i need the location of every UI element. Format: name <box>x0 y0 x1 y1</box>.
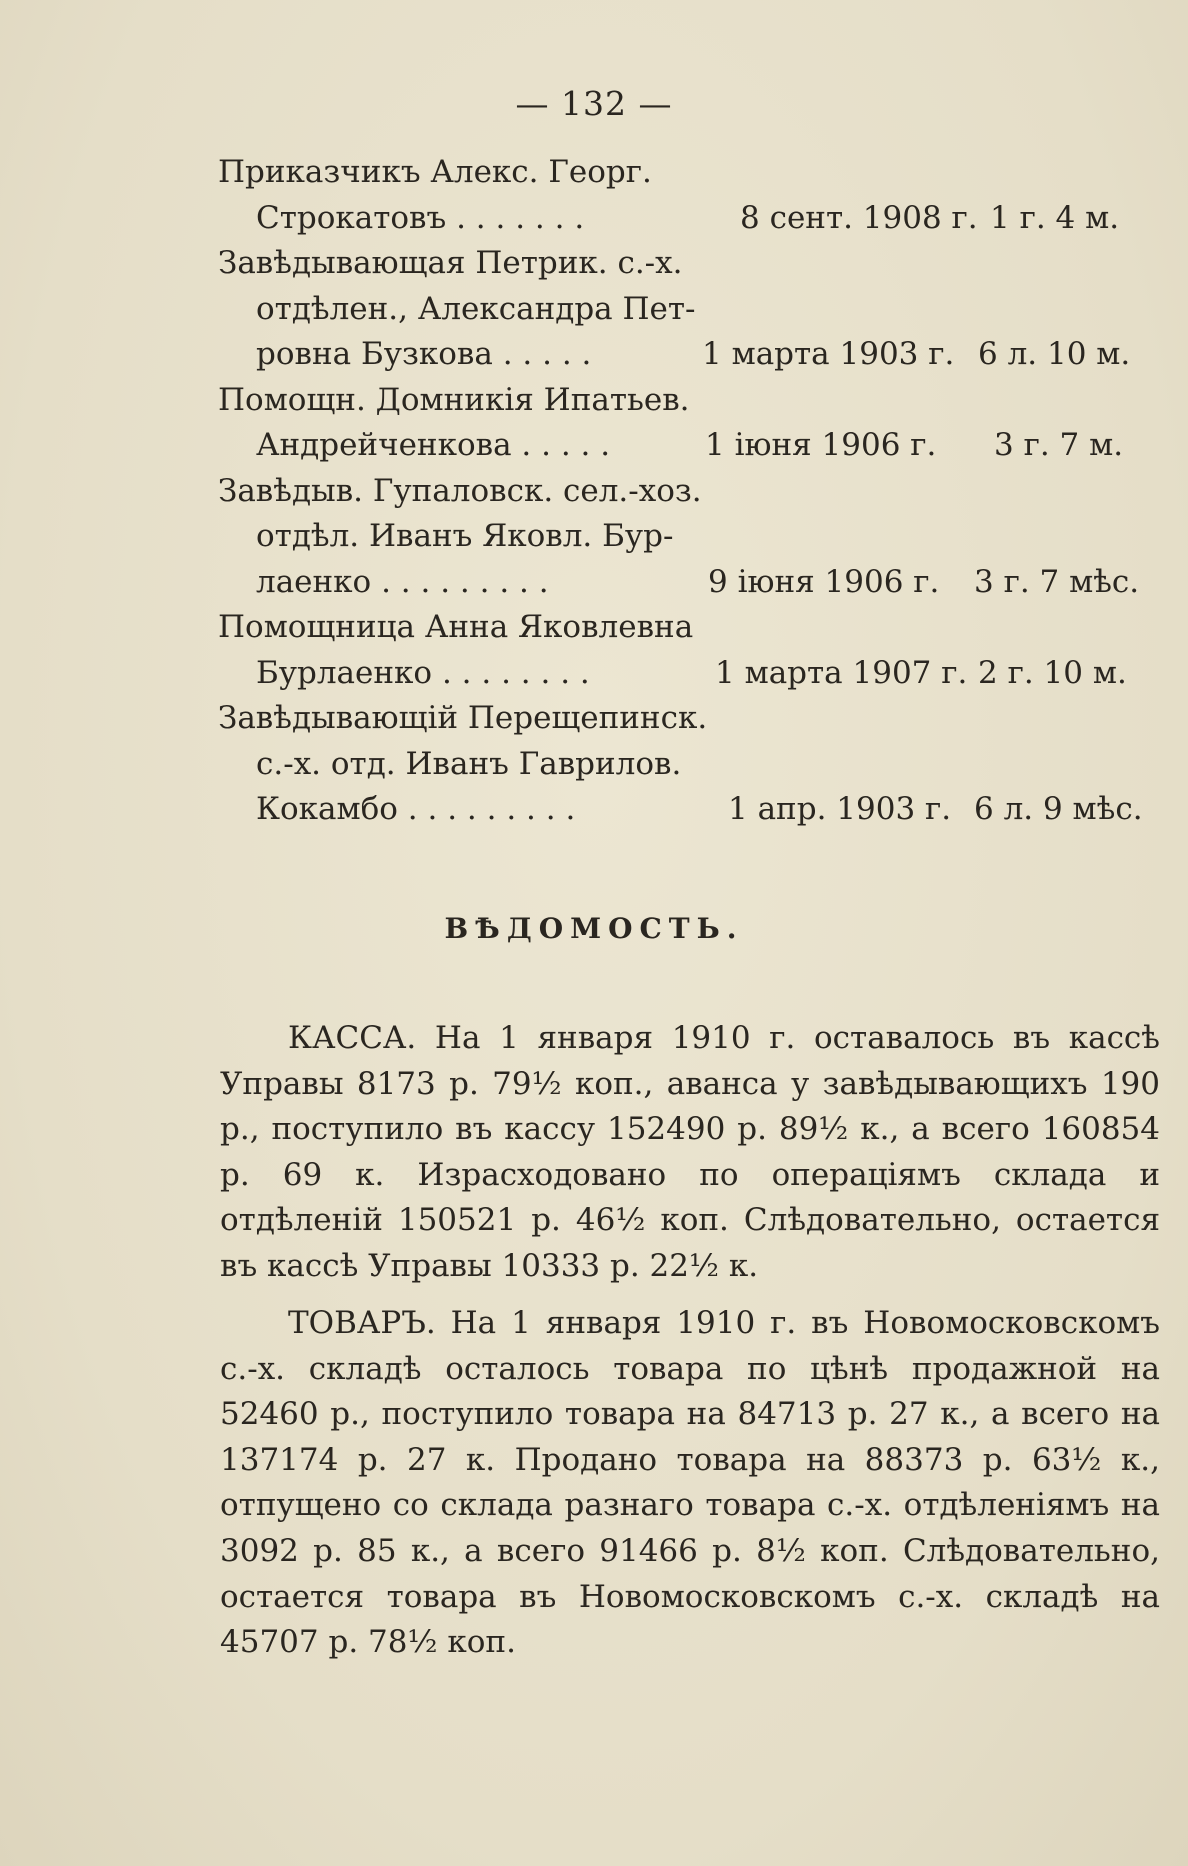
list-item <box>218 196 1148 242</box>
staff-name: отдѣл. Иванъ Яковл. Бур- <box>256 518 674 554</box>
service-duration: 6 л. 9 мѣс. <box>974 791 1143 827</box>
service-duration: 3 г. 7 м. <box>994 427 1124 463</box>
list-item <box>218 150 1148 196</box>
staff-name: Кокамбо . . . . . . . . . <box>256 791 576 827</box>
start-date: 1 апр. 1903 г. <box>728 791 952 827</box>
list-item <box>218 742 1148 788</box>
staff-name: Приказчикъ Алекс. Георг. <box>218 154 652 190</box>
staff-name: Завѣдывающій Перещепинск. <box>218 700 708 736</box>
staff-name: с.-х. отд. Иванъ Гаврилов. <box>256 745 682 782</box>
start-date: 1 марта 1907 г. <box>715 654 968 691</box>
list-item <box>218 696 1148 742</box>
staff-name: лаенко . . . . . . . . . <box>256 563 549 600</box>
page-number: — 132 — <box>515 84 673 123</box>
service-duration: 2 г. 10 м. <box>978 654 1127 691</box>
list-item <box>218 560 1148 606</box>
list-item <box>218 423 1148 469</box>
list-item <box>218 651 1148 697</box>
section-heading: ВѢДОМОСТЬ. <box>444 912 744 945</box>
staff-name: Бурлаенко . . . . . . . . <box>256 654 590 691</box>
kassa-paragraph: КАССА. На 1 января 1910 г. оставалось въ кассѣ Управы 8173 р. 79½ коп., аванса у завѣдывающихъ 190 р., поступило въ кассу 152490 р. 89½ к., а всего 160854 р. 69 к. Израсходовано по операціямъ склада и отдѣленій 150521 р. 46½ коп. Слѣдовательно, остается въ кассѣ Управы 10333 р. 22½ к. <box>220 1020 1160 1284</box>
staff-name: отдѣлен., Александра Пет- <box>256 290 696 327</box>
list-item <box>218 332 1148 378</box>
list-item <box>218 469 1148 515</box>
staff-name: Андрейченкова . . . . . <box>256 427 611 463</box>
staff-name: Помощница Анна Яковлевна <box>218 609 694 645</box>
staff-name: Помощн. Домникія Ипатьев. <box>218 381 690 418</box>
staff-name: ровна Бузкова . . . . . <box>256 336 592 372</box>
service-duration: 1 г. 4 м. <box>990 199 1120 236</box>
start-date: 8 сент. 1908 г. <box>740 199 978 236</box>
list-item <box>218 378 1148 424</box>
start-date: 1 марта 1903 г. <box>702 336 955 372</box>
staff-name: Завѣдыв. Гупаловск. сел.-хоз. <box>218 472 702 509</box>
start-date: 1 іюня 1906 г. <box>705 427 937 463</box>
start-date: 9 іюня 1906 г. <box>708 563 940 600</box>
staff-name: Завѣдывающая Петрик. с.-х. <box>218 245 683 281</box>
list-item <box>218 787 1148 833</box>
service-duration: 6 л. 10 м. <box>978 336 1131 372</box>
list-item <box>218 514 1148 560</box>
tovar-paragraph: ТОВАРЪ. На 1 января 1910 г. въ Новомосковскомъ с.-х. складѣ осталось товара по цѣнѣ продажной на 52460 р., поступило товара на 84713 р. 27 к., а всего на 137174 р. 27 к. Продано товара на 88373 р. 63½ к., отпущено со склада разнаго товара с.-х. отдѣленіямъ на 3092 р. 85 к., а всего 91466 р. 8½ коп. Слѣдовательно, остается товара въ Новомосковскомъ с.-х. складѣ на 45707 р. 78½ коп. <box>220 1305 1160 1661</box>
list-item <box>218 605 1148 651</box>
list-item <box>218 241 1148 287</box>
staff-list <box>218 150 1148 833</box>
list-item <box>218 287 1148 333</box>
staff-name: Строкатовъ . . . . . . . <box>256 199 585 236</box>
service-duration: 3 г. 7 мѣс. <box>974 563 1140 600</box>
